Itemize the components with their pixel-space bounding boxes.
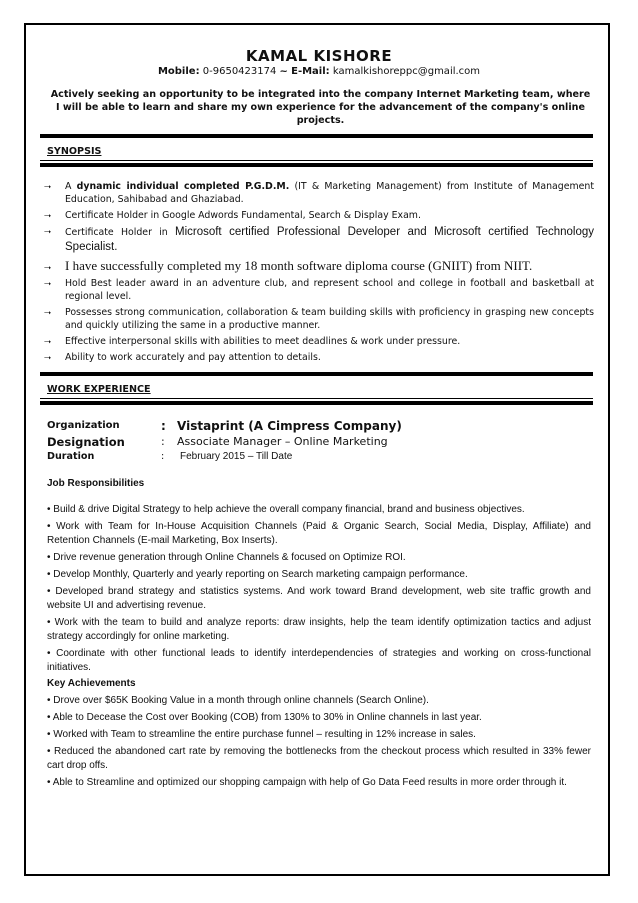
list-item: • Work with Team for In-House Acquisition Channels (Paid & Organic Search, Social Media, Display, Affiliate) and Retention Channels (E-mail Marketing, Box Inserts).	[47, 521, 591, 546]
list-item: • Able to Decease the Cost over Booking (COB) from 130% to 30% in Online channels in last year.	[47, 712, 482, 723]
list-item: • Drive revenue generation through Online Channels & focused on Optimize ROI.	[47, 552, 406, 563]
section-rule-top	[40, 372, 593, 376]
arrow-bullet-icon: ⭢	[44, 279, 52, 289]
list-item: ⭢ A dynamic individual completed P.G.D.M. (IT & Marketing Management) from Institute of Management Education, Sahibabad and Ghaziabad.	[44, 181, 595, 205]
organization-value: Vistaprint (A Cimpress Company)	[177, 419, 402, 433]
career-objective: Actively seeking an opportunity to be integrated into the company Internet Marketing team, where I will be able to learn and share my own experience for the advancement of the company's online projects.	[50, 89, 591, 126]
duration-row	[47, 451, 597, 465]
list-item: • Worked with Team to streamline the entire purchase funnel – resulting in 12% increase in sales.	[47, 729, 476, 740]
section-rule-bottom	[40, 163, 593, 167]
responsibilities-list	[47, 503, 591, 678]
list-item: • Coordinate with other functional leads to identify interdependencies of strategies and working on cross-functional initiatives.	[47, 648, 591, 673]
list-item: ⭢ Effective interpersonal skills with abilities to meet deadlines & work under pressure.	[44, 336, 461, 347]
list-item: • Developed brand strategy and statistics systems. And work toward Brand development, web site traffic growth and website UI and advertising revenue.	[47, 586, 591, 611]
work-experience-title: WORK EXPERIENCE	[47, 384, 151, 395]
list-item: ⭢ Possesses strong communication, collaboration & team building skills with proficiency in grasping new concepts and quickly utilizing the same in a productive manner.	[44, 307, 594, 331]
duration-value: February 2015 – Till Date	[180, 451, 293, 462]
list-item: • Build & drive Digital Strategy to help achieve the overall company financial, brand and business objectives.	[47, 504, 525, 515]
contact-separator: ~	[279, 66, 288, 77]
list-item: ⭢ Hold Best leader award in an adventure club, and represent school and college in football and basketball at regional level.	[44, 278, 594, 302]
key-achievements-title: Key Achievements	[47, 678, 136, 689]
mobile-label: Mobile:	[157, 66, 200, 77]
arrow-bullet-icon: ⭢	[44, 337, 52, 347]
list-item: ⭢ I have successfully completed my 18 month software diploma course (GNIIT) from NIIT.	[44, 258, 533, 273]
synopsis-list	[44, 180, 594, 367]
colon: :	[161, 435, 165, 448]
organization-row	[47, 420, 597, 436]
colon: :	[161, 451, 165, 462]
arrow-bullet-icon: ⭢	[44, 308, 52, 318]
duration-label: Duration	[47, 451, 95, 462]
email-label: E-Mail:	[291, 66, 330, 77]
arrow-bullet-icon: ⭢	[44, 353, 52, 363]
job-responsibilities-title: Job Responsibilities	[47, 478, 145, 489]
designation-value: Associate Manager – Online Marketing	[177, 435, 388, 448]
organization-label: Organization	[47, 420, 120, 431]
email-address: kamalkishoreppc@gmail.com	[332, 66, 481, 77]
candidate-name: KAMAL KISHORE	[245, 47, 393, 65]
section-rule	[40, 398, 593, 399]
list-item: ⭢ Certificate Holder in Google Adwords Fundamental, Search & Display Exam.	[44, 210, 421, 221]
section-rule-bottom	[40, 401, 593, 405]
list-item: • Work with the team to build and analyze reports: draw insights, help the team identify optimization tactics and adjust strategy accordingly for online marketing.	[47, 617, 591, 642]
arrow-bullet-icon: ⭢	[44, 227, 52, 237]
designation-label: Designation	[47, 435, 125, 449]
synopsis-title: SYNOPSIS	[47, 146, 102, 157]
contact-line	[0, 66, 638, 77]
section-rule	[40, 160, 593, 161]
section-rule-top	[40, 134, 593, 138]
list-item: • Reduced the abandoned cart rate by removing the bottlenecks from the checkout process which resulted in 33% fewer cart drop offs.	[47, 746, 591, 771]
list-item: • Able to Streamline and optimized our shopping campaign with help of Go Data Feed results in more order through it.	[47, 777, 567, 788]
list-item: ⭢ Certificate Holder in Microsoft certified Professional Developer and Microsoft certified Technology Specialist.	[44, 226, 594, 253]
arrow-bullet-icon: ⭢	[44, 211, 52, 221]
list-item: • Drove over $65K Booking Value in a month through online channels (Search Online).	[47, 695, 429, 706]
list-item: • Develop Monthly, Quarterly and yearly reporting on Search marketing campaign performance.	[47, 569, 468, 580]
designation-row	[47, 435, 597, 451]
colon: :	[161, 419, 166, 433]
mobile-number: 0-9650423174	[202, 66, 277, 77]
achievements-list	[47, 694, 591, 793]
arrow-bullet-icon: ⭢	[44, 182, 52, 192]
arrow-bullet-icon: ⭢	[44, 262, 52, 272]
list-item: ⭢ Ability to work accurately and pay attention to details.	[44, 352, 321, 363]
